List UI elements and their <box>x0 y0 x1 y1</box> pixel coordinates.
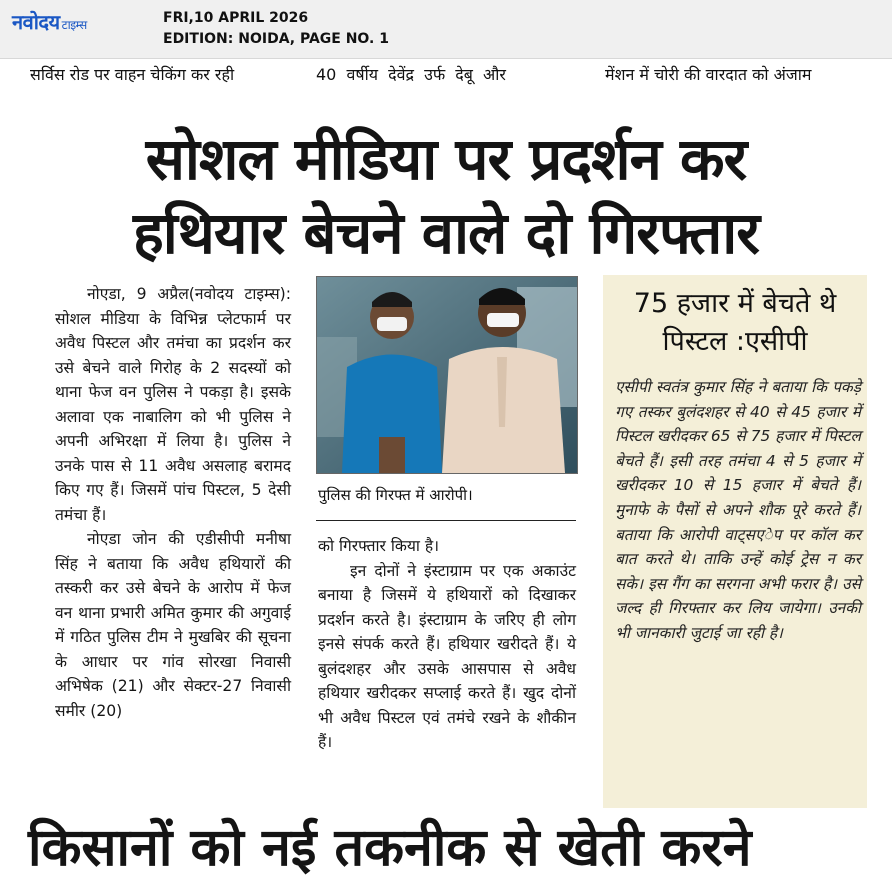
article-paragraph: नोएडा, 9 अप्रैल(नवोदय टाइम्स): सोशल मीडिया के विभिन्न प्लेटफार्म पर अवैध पिस्टल और तमंचा का प्रदर्शन कर उसे बेचने वाले गिरोह के 2 सदस्यों को थाना फेज वन पुलिस ने पकड़ा है। इसके अलावा एक नाबालिग को भी पुलिस ने अपनी अभिरक्षा में लिया है। पुलिस ने उनके पास से 11 अवैध असलाह बरामद किए गए हैं। जिसमें पांच पिस्टल, 5 देसी तमंचा हैं। <box>55 285 291 524</box>
next-headline-cutoff <box>0 818 892 878</box>
article-paragraph: को गिरफ्तार किया है। <box>318 537 440 555</box>
article-column-2 <box>318 534 576 755</box>
sidebar-box <box>603 275 867 808</box>
arrest-photo <box>316 276 578 474</box>
sidebar-paragraph: एसीपी स्वतंत्र कुमार सिंह ने बताया कि पकड़े गए तस्कर बुलंदशहर से 40 से 45 हजार में पिस्टल खरीदकर 65 से 75 हजार में पिस्टल बेचते हैं। इसी तरह तमंचा 4 से 5 हजार में खरीदकर 10 से 15 हजार में बेचते हैं। मुनाफे के पैसों से अपने शौक पूरे करते हैं।बताया कि आरोपी वाट्सएेप पर कॉल कर बात करते थे। ताकि उन्हें कोई ट्रेस न कर सके। इस गैंग का सरगना अभी फरार है। उसे जल्द ही गिरफ्तार कर लिय जायेगा। उनकी भी जानकारी जुटाई जा रही है। <box>615 378 861 642</box>
publication-date: FRI,10 APRIL 2026 <box>163 10 309 26</box>
logo-subtext: टाइम्स <box>61 18 87 32</box>
logo-text: नवोदय <box>12 10 60 34</box>
newspaper-logo[interactable] <box>12 8 87 35</box>
sidebar-text <box>615 375 861 646</box>
sidebar-title-line-2: पिस्टल :एसीपी <box>662 326 808 357</box>
edition-meta <box>163 8 389 50</box>
next-headline-text: किसानों को नई तकनीक से खेती करने <box>28 818 752 878</box>
teaser-right: मेंशन में चोरी की वारदात को अंजाम <box>605 65 812 84</box>
article-column-1 <box>55 282 291 723</box>
headline-line-1: सोशल मीडिया पर प्रदर्शन कर <box>145 125 747 193</box>
edition-info: EDITION: NOIDA, PAGE NO. 1 <box>163 31 389 47</box>
article-paragraph: नोएडा जोन की एडीसीपी मनीषा सिंह ने बताया कि अवैध हथियारों की तस्करी कर उसे बेचने के आरोप में फेज वन थाना प्रभारी अमित कुमार की अगुवाई में गठित पुलिस टीम ने मुखबिर की सूचना के आधार पर गांव सोरखा निवासी अभिषेक (21) और सेक्टर-27 निवासी समीर (20) <box>55 530 291 720</box>
headline-line-2: हथियार बेचने वाले दो गिरफ्तार <box>132 199 760 267</box>
sidebar-title-line-1: 75 हजार में बेचते थे <box>633 288 837 319</box>
article-paragraph: इन दोनों ने इंस्टाग्राम पर एक अकाउंट बनाया है जिसमें ये हथियारों को दिखाकर प्रदर्शन करते है। इंस्टाग्राम के जरिए ही लोग इनसे संपर्क करते हैं। हथियार खरीदते हैं। ये बुलंदशहर और उसके आसपास से अवैध हथियार खरीदकर सप्लाई करते हैं। खुद दोनों भी अवैध पिस्टल एवं तमंचे रखने के शौकीन हैं। <box>318 561 576 751</box>
page-header <box>0 0 892 59</box>
teaser-left: सर्विस रोड पर वाहन चेकिंग कर रही <box>30 65 235 84</box>
sidebar-title <box>603 285 867 361</box>
caption-divider <box>316 520 576 521</box>
photo-illustration <box>317 277 577 473</box>
teaser-middle: 40 वर्षीय देवेंद्र उर्फ देबू और <box>316 65 506 84</box>
photo-caption: पुलिस की गिरफ्त में आरोपी। <box>318 486 473 504</box>
